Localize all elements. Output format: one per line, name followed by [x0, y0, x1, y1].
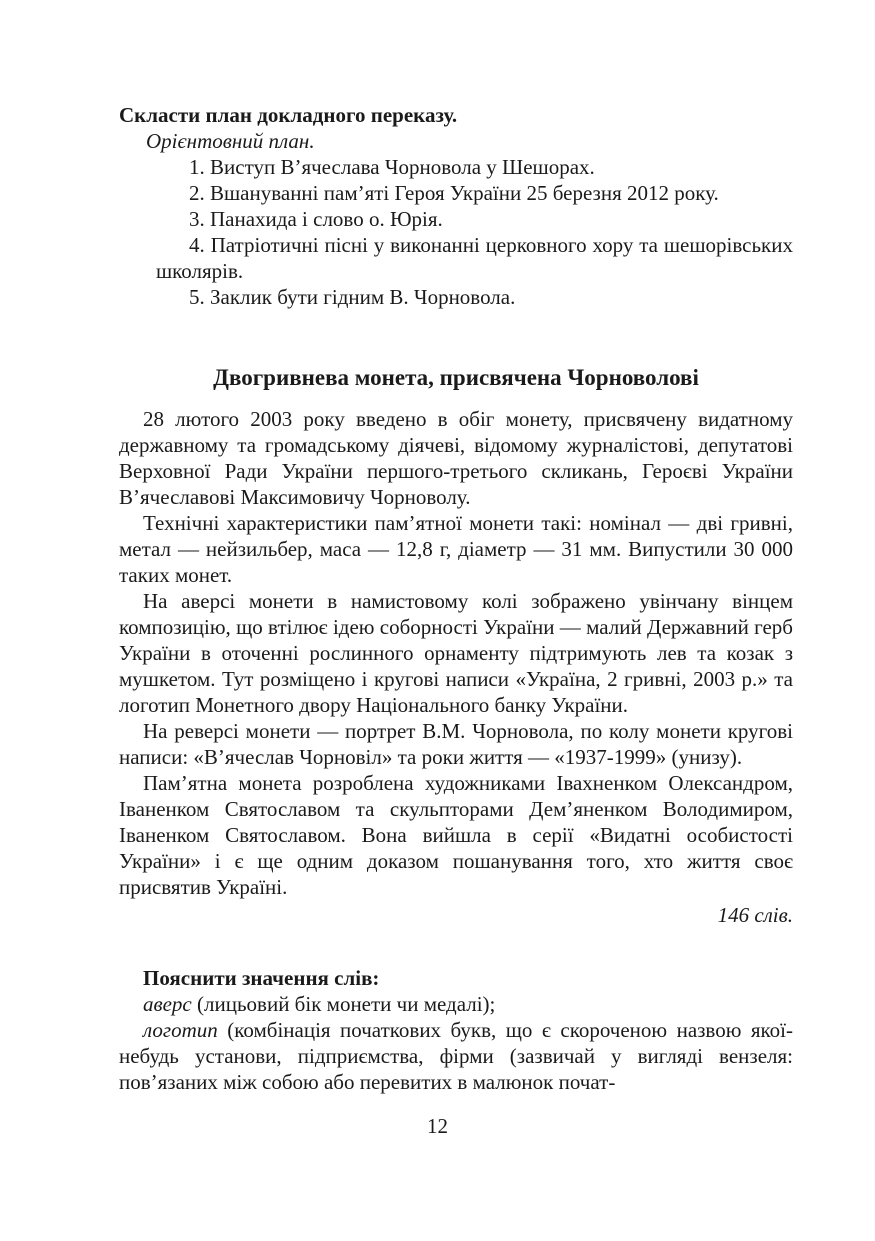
- page-number: 12: [427, 1114, 448, 1138]
- plan-title: Скласти план докладного переказу.: [119, 103, 458, 127]
- article-paragraph: На реверсі монети — портрет В.М. Чорновола, по колу монети кругові написи: «В’ячеслав Чорновіл» та роки життя — «1937-1999» (унизу).: [119, 719, 793, 769]
- plan-item: 5. Заклик бути гідним В. Чорновола.: [189, 285, 516, 309]
- vocabulary-item: [119, 991, 793, 1017]
- vocabulary-item: [119, 1017, 793, 1095]
- plan-subtitle: Орієнтовний план.: [146, 129, 315, 153]
- vocabulary-definition: (комбінація початкових букв, що є скороченою назвою якої-небудь установи, підприємства, фірми (зазвичай у вигляді вензеля: пов’язаних між собою або перевитих в малюнок почат-: [119, 1018, 793, 1094]
- plan-item: 2. Вшануванні пам’яті Героя України 25 березня 2012 року.: [189, 181, 719, 205]
- plan-item: 1. Виступ В’ячеслава Чорновола у Шешорах.: [189, 155, 595, 179]
- plan-item: 3. Панахида і слово о. Юрія.: [189, 207, 443, 231]
- article-paragraph: На аверсі монети в намистовому колі зображено увінчану вінцем композицію, що втілює ідею соборності України — малий Державний герб України в оточенні рослинного орнаменту підтримують лев та козак з мушкетом. Тут розміщено і кругові написи «Україна, 2 гривні, 2003 р.» та логотип Монетного двору Національного банку України.: [119, 589, 793, 717]
- article-paragraph: Технічні характеристики пам’ятної монети такі: номінал — дві гривні, метал — нейзильбер, маса — 12,8 г, діаметр — 31 мм. Випустили 30 000 таких монет.: [119, 511, 793, 587]
- word-count: 146 слів.: [717, 903, 793, 927]
- article-paragraph: 28 лютого 2003 року введено в обіг монету, присвячену видатному державному та громадському діячеві, відомому журналістові, депутатові Верховної Ради України першого-третього скликань, Героєві України В’ячеславові Максимовичу Чорноволу.: [119, 407, 793, 509]
- vocabulary-definition: (лицьовий бік монети чи медалі);: [191, 992, 496, 1016]
- vocabulary-title: Пояснити значення слів:: [143, 966, 380, 990]
- plan-list: [119, 154, 793, 310]
- plan-item: 4. Патріотичні пісні у виконанні церковного хору та шешорівських школярів.: [156, 233, 793, 283]
- article-paragraph: Пам’ятна монета розроблена художниками Івахненком Олександром, Іваненком Святославом та скульпторами Дем’яненком Володимиром, Іваненком Святославом. Вона вийшла в серії «Видатні особистості України» і є ще одним доказом пошанування того, хто життя своє присвятив Україні.: [119, 771, 793, 899]
- vocabulary-term: аверс: [143, 992, 192, 1016]
- article-title: Двогривнева монета, присвячена Чорноволові: [213, 365, 699, 390]
- vocabulary-term: логотип: [143, 1018, 218, 1042]
- page-content: [119, 102, 793, 1095]
